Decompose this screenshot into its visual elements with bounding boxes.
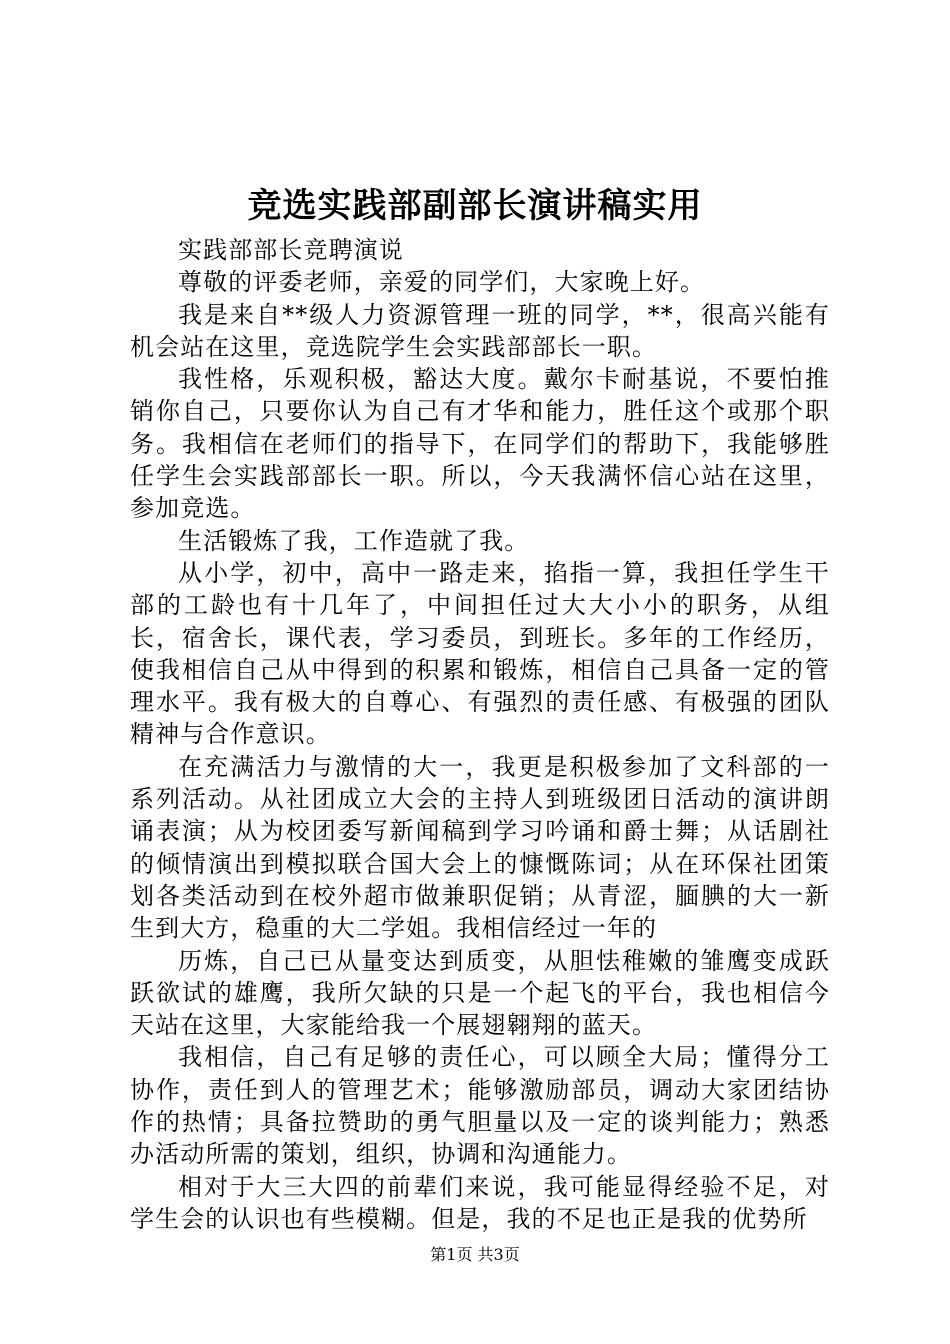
paragraph: 我性格，乐观积极，豁达大度。戴尔卡耐基说，不要怕推销你自己，只要你认为自己有才华和能力，胜任这个或那个职务。我相信在老师们的指导下，在同学们的帮助下，我能够胜任学生会实践部部长一职。所以，今天我满怀信心站在这里，参加竞选。	[130, 365, 830, 523]
document-body	[130, 234, 830, 1235]
paragraph: 我是来自**级人力资源管理一班的同学，**，很高兴能有机会站在这里，竞选院学生会实践部部长一职。	[130, 300, 830, 361]
paragraph: 从小学，初中，高中一路走来，掐指一算，我担任学生干部的工龄也有十几年了，中间担任过大大小小的职务，从组长，宿舍长，课代表，学习委员，到班长。多年的工作经历，使我相信自己从中得到的积累和锻炼，相信自己具备一定的管理水平。我有极大的自尊心、有强烈的责任感、有极强的团队精神与合作意识。	[130, 558, 830, 749]
paragraph: 生活锻炼了我，工作造就了我。	[178, 526, 530, 555]
paragraph: 相对于大三大四的前辈们来说，我可能显得经验不足，对学生会的认识也有些模糊。但是，我的不足也正是我的优势所	[130, 1172, 830, 1233]
paragraph: 历炼，自己已从量变达到质变，从胆怯稚嫩的雏鹰变成跃跃欲试的雄鹰，我所欠缺的只是一个起飞的平台，我也相信今天站在这里，大家能给我一个展翅翱翔的蓝天。	[130, 946, 830, 1040]
paragraph: 在充满活力与激情的大一，我更是积极参加了文科部的一系列活动。从社团成立大会的主持人到班级团日活动的演讲朗诵表演；从为校团委写新闻稿到学习吟诵和爵士舞；从话剧社的倾情演出到模拟联合国大会上的慷慨陈词；从在环保社团策划各类活动到在校外超市做兼职促销；从青涩，腼腆的大一新生到大方，稳重的大二学姐。我相信经过一年的	[130, 752, 830, 943]
paragraph: 实践部部长竞聘演说	[178, 236, 404, 264]
page-title: 竞选实践部副部长演讲稿实用	[247, 186, 703, 226]
page-footer: 第1页 共3页	[430, 1245, 520, 1264]
paragraph: 我相信，自己有足够的责任心，可以顾全大局；懂得分工协作，责任到人的管理艺术；能够激励部员，调动大家团结协作的热情；具备拉赞助的勇气胆量以及一定的谈判能力；熟悉办活动所需的策划，组织，协调和沟通能力。	[130, 1043, 830, 1169]
paragraph: 尊敬的评委老师，亲爱的同学们，大家晚上好。	[178, 268, 706, 297]
